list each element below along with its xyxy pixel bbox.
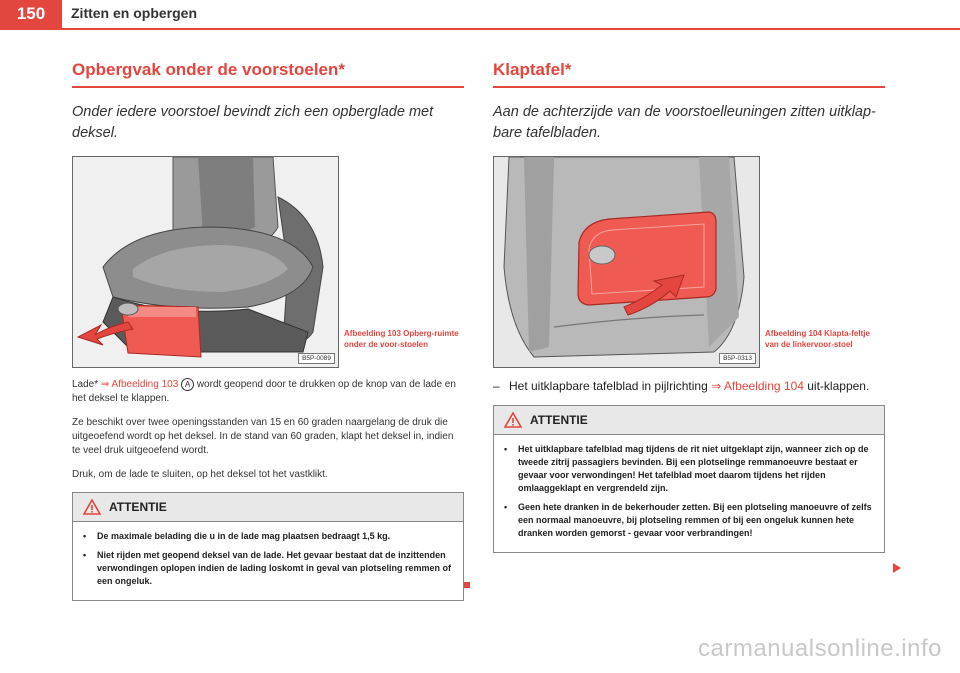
- paragraph-drawer-open-a: Lade*: [72, 379, 101, 391]
- warning-triangle-icon: [504, 412, 522, 428]
- instruction-step-b: uit-klappen.: [803, 379, 870, 393]
- warning-item: • Het uitklapbare tafelblad mag tijdens de rit niet uitgeklapt zijn, wanneer zich op de tweede zitrij passagiers bevinden. Bij een plotselinge remmanoeuvre bestaat er gevaar voor verwondingen! Het tafelblad moet daarom tijdens het rijden omlaaggeklapt en vergrendeld zijn.: [504, 444, 869, 493]
- callout-a-icon: A: [181, 378, 194, 391]
- right-column: [493, 60, 885, 553]
- section-end-marker: [464, 582, 470, 588]
- warning-item: • De maximale belading die u in de lade mag plaatsen bedraagt 1,5 kg.: [83, 531, 391, 542]
- figure-103-link[interactable]: ⇒ Afbeelding 103: [100, 379, 179, 391]
- folding-table-illustration: [493, 156, 760, 368]
- warning-title: ATTENTIE: [530, 413, 588, 427]
- warning-header: [73, 493, 463, 522]
- page-number: 150: [0, 0, 62, 28]
- figure-104-row: [493, 156, 885, 378]
- seat-drawer-drawing: [73, 157, 338, 367]
- lead-text-storage: Onder iedere voorstoel bevindt zich een opberglade met deksel.: [72, 104, 434, 141]
- figure-code-103: B5P-0089: [298, 353, 335, 364]
- lead-text-table: Aan de achterzijde van de voorstoelleuningen zitten uitklap-bare tafelbladen.: [493, 104, 876, 141]
- section-heading-table: Klaptafel*: [493, 60, 885, 88]
- warning-triangle-icon: [83, 499, 101, 515]
- warning-header: [494, 406, 884, 435]
- folding-table-drawing: [494, 157, 759, 367]
- figure-104-link[interactable]: ⇒ Afbeelding 104: [711, 379, 804, 393]
- paragraph-drawer-open: [72, 378, 464, 406]
- watermark: carmanualsonline.info: [698, 635, 942, 662]
- warning-box-storage: [72, 492, 464, 601]
- seat-drawer-illustration: [72, 156, 339, 368]
- paragraph-drawer-close: Druk, om de lade te sluiten, op het deksel tot het vastklikt.: [72, 469, 328, 481]
- left-column: [72, 60, 464, 601]
- header-rule: [0, 28, 960, 30]
- figure-caption-103: Afbeelding 103 Opberg-ruimte onder de voor-stoelen: [344, 329, 459, 349]
- figure-code-104: B5P-0313: [719, 353, 756, 364]
- paragraph-drawer-positions: Ze beschikt over twee openingsstanden van 15 en 60 graden naargelang de druk die uitgeoefend wordt op het deksel. In de stand van 60 graden, klapt het deksel in, indien te veel druk uitgeoefend wordt.: [72, 417, 454, 457]
- instruction-step-a: Het uitklapbare tafelblad in pijlrichting: [509, 379, 712, 393]
- warning-item: • Niet rijden met geopend deksel van de lade. Het gevaar bestaat dat de inzittenden verwondingen oplopen indien de lading loskomt in geval van plotseling remmen of een ongeluk.: [83, 550, 452, 587]
- step-dash: –: [493, 379, 500, 393]
- figure-103-row: [72, 156, 464, 378]
- chapter-title: Zitten en opbergen: [71, 5, 197, 21]
- continue-arrow-icon: [893, 563, 901, 573]
- warning-item: • Geen hete dranken in de bekerhouder zetten. Bij een plotseling manoeuvre of zelfs een normaal manoeuvre, bij plotseling remmen of bij een ongeluk kunnen hete dranken worden gemorst - gevaar voor verbrandingen!: [504, 502, 872, 538]
- paragraph-drawer-open-b: wordt geopend door te drukken op de knop van de lade en het deksel te klappen.: [72, 379, 456, 405]
- section-heading-storage: Opbergvak onder de voorstoelen*: [72, 60, 464, 88]
- warning-title: ATTENTIE: [109, 500, 167, 515]
- warning-box-table: [493, 405, 885, 553]
- figure-caption-104: Afbeelding 104 Klapta-feltje van de linkervoor-stoel: [765, 329, 870, 349]
- instruction-step: [493, 378, 885, 395]
